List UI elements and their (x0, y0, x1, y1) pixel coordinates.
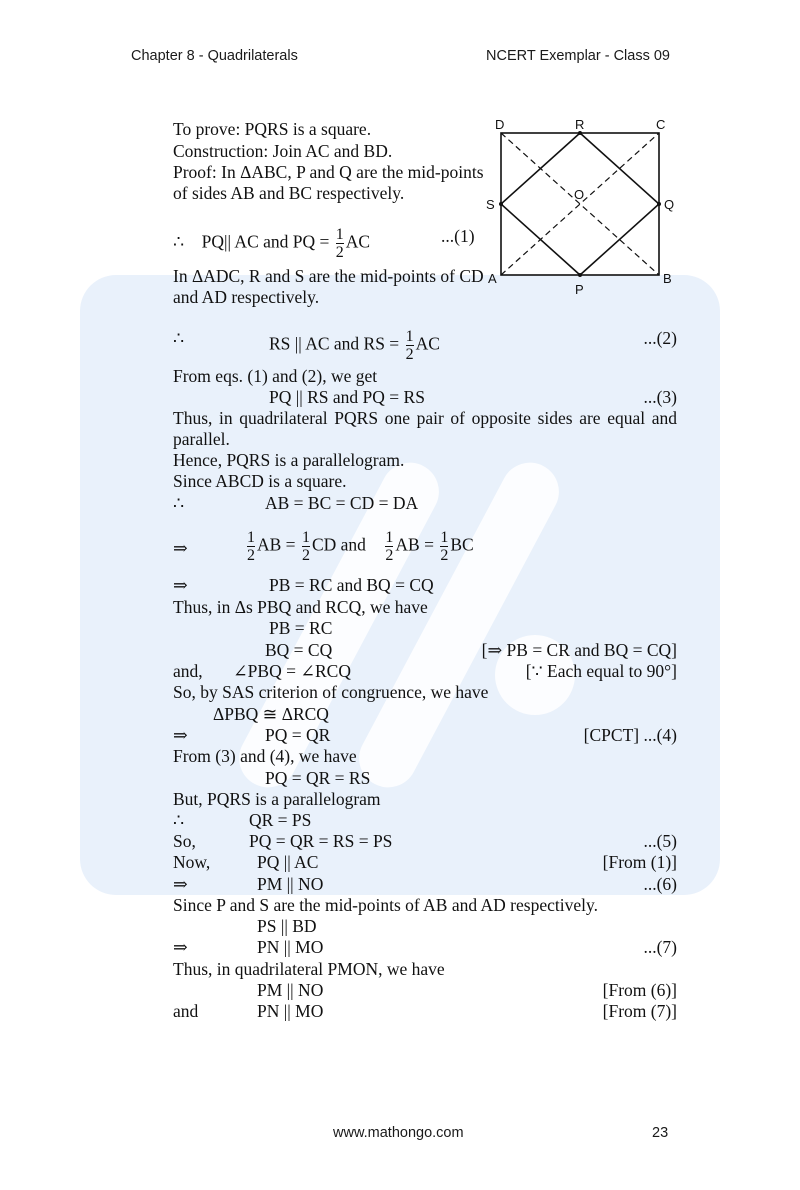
text-line: Construction: Join AC and BD. (173, 141, 393, 161)
label-a: A (488, 271, 497, 286)
label-p: P (575, 282, 584, 297)
header-book-title: NCERT Exemplar - Class 09 (486, 48, 670, 64)
equation-1 (173, 226, 475, 261)
equation-tag: [From (6)] (602, 980, 677, 1000)
fraction: $\frac{1}{2}$ (301, 529, 310, 564)
label-d: D (495, 117, 505, 132)
label-r: R (575, 117, 585, 132)
square-diagram (484, 112, 684, 302)
therefore-symbol: ∴ (173, 231, 185, 252)
eq-text: AB = BC = CD = DA (265, 493, 419, 513)
eq-text: PN || MO (257, 1001, 324, 1021)
eq-text: PQ || RS and PQ = RS (269, 387, 425, 407)
equation-14 (173, 831, 677, 851)
text-line: From (3) and (4), we have (173, 746, 357, 766)
equation-13 (173, 810, 677, 830)
equation-15 (173, 852, 677, 872)
eq-prefix: and (173, 1001, 199, 1021)
equation-tag: [From (1)] (602, 852, 677, 872)
eq-text: AC (345, 231, 371, 252)
label-o: O (574, 187, 585, 202)
eq-text: PM || NO (257, 980, 324, 1000)
text-line: Thus, in quadrilateral PQRS one pair of opposite sides are equal and (173, 408, 677, 428)
equation-11 (173, 725, 677, 745)
fraction: $\frac{1}{2}$ (440, 529, 449, 564)
eq-text: AB = (257, 534, 296, 555)
implies-symbol: ⇒ (173, 937, 188, 957)
text-line: Since P and S are the mid-points of AB and AD respectively. (173, 895, 598, 915)
eq-text: ΔPBQ ≅ ΔRCQ (213, 704, 329, 724)
equation-tag: ...(2) (643, 328, 677, 348)
text-line: From eqs. (1) and (2), we get (173, 366, 378, 386)
eq-text: PS || BD (257, 916, 317, 936)
implies-symbol: ⇒ (173, 874, 188, 894)
header-chapter-title: Chapter 8 - Quadrilaterals (131, 48, 298, 64)
therefore-symbol: ∴ (173, 810, 185, 830)
implies-symbol: ⇒ (173, 538, 188, 558)
equation-4 (173, 493, 677, 513)
text-line: To prove: PQRS is a square. (173, 119, 372, 139)
eq-text: PQ = QR (265, 725, 331, 745)
eq-text: BQ = CQ (265, 640, 333, 660)
eq-text: PB = RC (269, 618, 333, 638)
text-line: But, PQRS is a parallelogram (173, 789, 381, 809)
label-q: Q (664, 197, 675, 212)
eq-prefix: and, (173, 661, 203, 681)
equation-tag: ...(3) (643, 387, 677, 407)
equation-tag: [CPCT] ...(4) (583, 725, 677, 745)
equation-6 (173, 575, 677, 595)
eq-text: RS || AC and RS = (269, 333, 400, 354)
implies-symbol: ⇒ (173, 575, 188, 595)
text-line: In ΔADC, R and S are the mid-points of CD (173, 266, 484, 286)
eq-text: PQ || AC (257, 852, 319, 872)
equation-20 (173, 1001, 677, 1021)
eq-text: PM || NO (257, 874, 324, 894)
therefore-symbol: ∴ (173, 493, 185, 513)
eq-text: PN || MO (257, 937, 324, 957)
equation-16 (173, 874, 677, 894)
eq-text: PB = RC and BQ = CQ (269, 575, 434, 595)
eq-text: AC (415, 333, 440, 354)
eq-text: PQ = QR = RS (265, 768, 371, 788)
equation-2 (173, 328, 677, 363)
text-line: parallel. (173, 429, 230, 449)
eq-text: CD and (311, 534, 366, 555)
equation-tag: ...(1) (441, 226, 475, 246)
equation-tag: ...(7) (643, 937, 677, 957)
label-s: S (486, 197, 495, 212)
equation-tag: [⇒ PB = CR and BQ = CQ] (481, 640, 677, 660)
label-b: B (663, 271, 672, 286)
equation-9 (173, 661, 677, 681)
fraction: $\frac{1}{2}$ (385, 529, 394, 564)
text-line: Hence, PQRS is a parallelogram. (173, 450, 405, 470)
implies-symbol: ⇒ (173, 725, 188, 745)
fraction: $\frac{1}{2}$ (247, 529, 255, 564)
eq-text: PQ|| AC and PQ = (201, 231, 330, 252)
eq-text: PQ = QR = RS = PS (249, 831, 393, 851)
equation-tag: [∵ Each equal to 90°] (525, 661, 677, 681)
eq-prefix: So, (173, 831, 196, 851)
text-line: So, by SAS criterion of congruence, we have (173, 682, 489, 702)
eq-prefix: Now, (173, 852, 211, 872)
equation-5 (173, 529, 677, 564)
equation-tag: ...(5) (643, 831, 677, 851)
text-line: and AD respectively. (173, 287, 320, 307)
footer-website-link[interactable]: www.mathongo.com (333, 1125, 464, 1141)
text-line: Proof: In ΔABC, P and Q are the mid-points (173, 162, 484, 182)
text-line: Since ABCD is a square. (173, 471, 347, 491)
text-line: Thus, in Δs PBQ and RCQ, we have (173, 597, 428, 617)
eq-text: BC (450, 534, 474, 555)
eq-text: ∠PBQ = ∠RCQ (233, 661, 351, 681)
equation-18 (173, 937, 677, 957)
equation-tag: ...(6) (643, 874, 677, 894)
text-line: of sides AB and BC respectively. (173, 183, 405, 203)
eq-text: QR = PS (249, 810, 312, 830)
page-number: 23 (652, 1125, 669, 1141)
fraction: $\frac{1}{2}$ (335, 226, 344, 261)
therefore-symbol: ∴ (173, 328, 185, 348)
equation-tag: [From (7)] (602, 1001, 677, 1021)
fraction: $\frac{1}{2}$ (405, 328, 414, 363)
eq-text: AB = (395, 534, 434, 555)
text-line: Thus, in quadrilateral PMON, we have (173, 959, 445, 979)
label-c: C (656, 117, 666, 132)
